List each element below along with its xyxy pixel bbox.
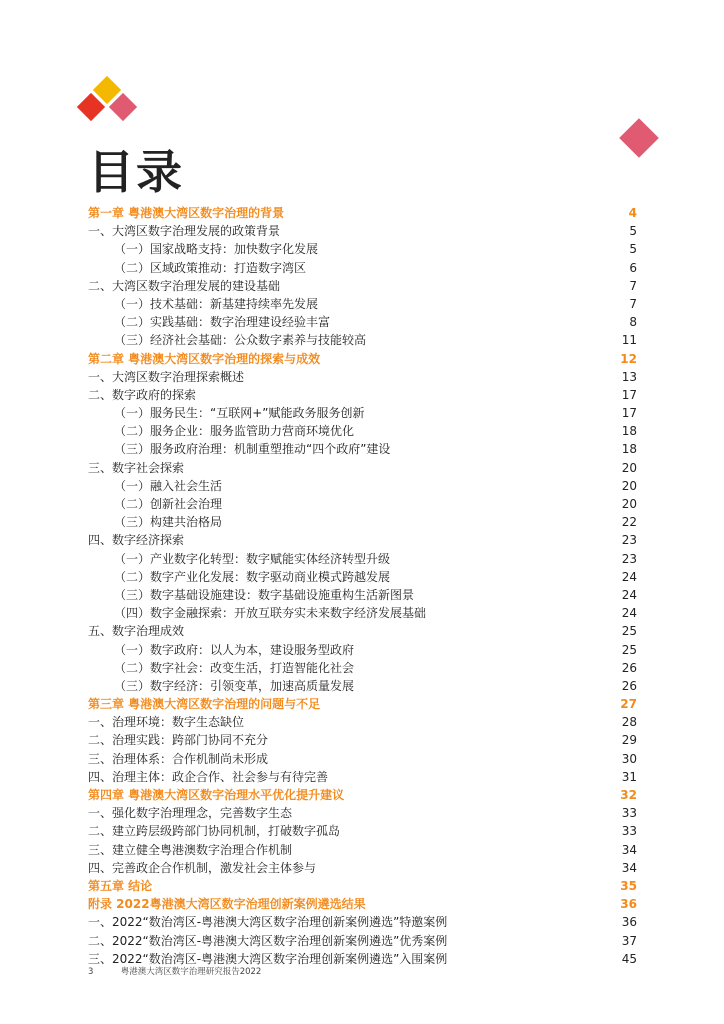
toc-entry[interactable] bbox=[88, 768, 637, 786]
toc-entry-label: 三、建立健全粤港澳数字治理合作机制 bbox=[88, 842, 293, 857]
toc-entry-label: （三）数字经济：引领变革，加速高质量发展 bbox=[114, 678, 355, 693]
toc-entry-page-number: 33 bbox=[621, 806, 637, 821]
toc-entry-label: （三）构建共治格局 bbox=[114, 515, 223, 530]
toc-entry-label: 五、数字治理成效 bbox=[88, 624, 185, 639]
toc-entry-page-number: 28 bbox=[621, 715, 637, 730]
toc-entry-label: 二、数字政府的探索 bbox=[88, 387, 197, 402]
toc-entry-page-number: 12 bbox=[620, 351, 637, 366]
toc-entry-label: （一）数字政府：以人为本，建设服务型政府 bbox=[114, 642, 355, 657]
toc-entry-page-number: 27 bbox=[620, 697, 637, 712]
toc-entry-page-number: 36 bbox=[621, 915, 637, 930]
toc-entry-page-number: 22 bbox=[621, 515, 637, 530]
toc-entry-page-number: 34 bbox=[621, 860, 637, 875]
toc-entry-page-number: 24 bbox=[621, 569, 637, 584]
toc-entry-page-number: 25 bbox=[621, 624, 637, 639]
toc-entry[interactable] bbox=[88, 495, 637, 513]
toc-entry[interactable] bbox=[88, 531, 637, 549]
toc-entry-label: 二、治理实践：跨部门协同不充分 bbox=[88, 733, 269, 748]
toc-entry-label: （二）数字社会：改变生活，打造智能化社会 bbox=[114, 660, 355, 675]
toc-entry[interactable] bbox=[88, 513, 637, 531]
toc-entry-page-number: 24 bbox=[621, 606, 637, 621]
toc-entry-label: 第三章 粤港澳大湾区数字治理的问题与不足 bbox=[88, 697, 321, 712]
toc-entry-label: 三、治理体系：合作机制尚未形成 bbox=[88, 751, 269, 766]
footer-page-number: 3 bbox=[88, 967, 94, 977]
toc-entry-page-number: 31 bbox=[621, 769, 637, 784]
toc-entry[interactable] bbox=[88, 622, 637, 640]
toc-entry-page-number: 29 bbox=[621, 733, 637, 748]
toc-entry-label: 一、2022“数治湾区-粤港澳大湾区数字治理创新案例遴选”特邀案例 bbox=[88, 915, 448, 930]
toc-entry-page-number: 5 bbox=[629, 224, 637, 239]
toc-chapter-entry[interactable] bbox=[88, 895, 637, 913]
toc-entry[interactable] bbox=[88, 713, 637, 731]
toc-entry-label: 三、2022“数治湾区-粤港澳大湾区数字治理创新案例遴选”入围案例 bbox=[88, 951, 448, 966]
toc-entry-label: （二）区域政策推动：打造数字湾区 bbox=[114, 260, 307, 275]
toc-entry-page-number: 25 bbox=[621, 642, 637, 657]
toc-entry[interactable] bbox=[88, 459, 637, 477]
toc-entry-page-number: 20 bbox=[621, 460, 637, 475]
toc-entry-label: 二、建立跨层级跨部门协同机制，打破数字孤岛 bbox=[88, 824, 341, 839]
toc-entry[interactable] bbox=[88, 841, 637, 859]
toc-entry-page-number: 11 bbox=[621, 333, 637, 348]
toc-entry[interactable] bbox=[88, 550, 637, 568]
toc-entry[interactable] bbox=[88, 477, 637, 495]
toc-entry-page-number: 7 bbox=[629, 278, 637, 293]
toc-chapter-entry[interactable] bbox=[88, 695, 637, 713]
footer-report-title: 粤港澳大湾区数字治理研究报告2022 bbox=[120, 967, 262, 977]
toc-entry-page-number: 45 bbox=[621, 951, 637, 966]
toc-entry-page-number: 17 bbox=[621, 406, 637, 421]
toc-entry[interactable] bbox=[88, 240, 637, 258]
toc-chapter-entry[interactable] bbox=[88, 350, 637, 368]
toc-entry[interactable] bbox=[88, 295, 637, 313]
toc-entry-label: 第一章 粤港澳大湾区数字治理的背景 bbox=[88, 206, 285, 220]
toc-entry-page-number: 17 bbox=[621, 387, 637, 402]
toc-entry-page-number: 34 bbox=[621, 842, 637, 857]
toc-entry-label: （三）数字基础设施建设：数字基础设施重构生活新图景 bbox=[114, 587, 415, 602]
toc-entry[interactable] bbox=[88, 259, 637, 277]
toc-entry-label: 一、大湾区数字治理探索概述 bbox=[88, 369, 245, 384]
toc-entry-page-number: 7 bbox=[629, 296, 637, 311]
toc-entry-page-number: 35 bbox=[620, 878, 637, 893]
toc-entry-page-number: 18 bbox=[621, 424, 637, 439]
toc-entry-label: 第二章 粤港澳大湾区数字治理的探索与成效 bbox=[88, 351, 321, 366]
toc-entry-page-number: 37 bbox=[621, 933, 637, 948]
toc-entry-label: 二、2022“数治湾区-粤港澳大湾区数字治理创新案例遴选”优秀案例 bbox=[88, 933, 448, 948]
toc-entry[interactable] bbox=[88, 913, 637, 931]
toc-entry-label: （一）产业数字化转型：数字赋能实体经济转型升级 bbox=[114, 551, 391, 566]
toc-entry-page-number: 32 bbox=[620, 788, 637, 802]
toc-entry-label: 二、大湾区数字治理发展的建设基础 bbox=[88, 278, 281, 293]
toc-entry-label: 一、强化数字治理理念，完善数字生态 bbox=[88, 806, 293, 821]
page-title: 目录 bbox=[88, 145, 184, 199]
toc-entry[interactable] bbox=[88, 422, 637, 440]
toc-entry-label: （一）国家战略支持：加快数字化发展 bbox=[114, 242, 319, 257]
toc-entry-label: 一、大湾区数字治理发展的政策背景 bbox=[88, 224, 281, 239]
toc-chapter-entry[interactable] bbox=[88, 204, 637, 222]
toc-entry-page-number: 36 bbox=[620, 897, 637, 912]
page-footer bbox=[88, 965, 261, 977]
toc-entry-label: 四、完善政企合作机制，激发社会主体参与 bbox=[88, 860, 317, 875]
toc-entry[interactable] bbox=[88, 822, 637, 840]
toc-entry-label: 一、治理环境：数字生态缺位 bbox=[88, 715, 245, 730]
toc-entry-page-number: 4 bbox=[628, 206, 637, 220]
toc-entry-page-number: 5 bbox=[629, 242, 637, 257]
toc-entry-label: （二）实践基础：数字治理建设经验丰富 bbox=[114, 315, 331, 330]
toc-entry[interactable] bbox=[88, 731, 637, 749]
toc-entry[interactable] bbox=[88, 386, 637, 404]
toc-entry[interactable] bbox=[88, 331, 637, 349]
toc-entry-label: （一）技术基础：新基建持续率先发展 bbox=[114, 296, 319, 311]
toc-entry[interactable] bbox=[88, 222, 637, 240]
toc-entry[interactable] bbox=[88, 750, 637, 768]
toc-entry[interactable] bbox=[88, 804, 637, 822]
decorative-diamond-pink-right bbox=[619, 118, 659, 158]
toc-entry-page-number: 33 bbox=[621, 824, 637, 839]
toc-entry[interactable] bbox=[88, 677, 637, 695]
toc-entry-page-number: 26 bbox=[621, 678, 637, 693]
toc-entry-page-number: 26 bbox=[621, 660, 637, 675]
toc-entry[interactable] bbox=[88, 440, 637, 458]
toc-entry-page-number: 8 bbox=[629, 315, 637, 330]
toc-entry-page-number: 20 bbox=[621, 478, 637, 493]
toc-entry[interactable] bbox=[88, 404, 637, 422]
toc-entry-page-number: 23 bbox=[621, 551, 637, 566]
toc-entry-page-number: 30 bbox=[621, 751, 637, 766]
toc-chapter-entry[interactable] bbox=[88, 786, 637, 804]
toc-entry-label: 第五章 结论 bbox=[88, 878, 153, 893]
toc-entry-label: 附录 2022粤港澳大湾区数字治理创新案例遴选结果 bbox=[88, 897, 366, 912]
toc-entry[interactable] bbox=[88, 368, 637, 386]
toc-entry-label: （二）创新社会治理 bbox=[114, 497, 223, 511]
toc-entry[interactable] bbox=[88, 313, 637, 331]
toc-entry[interactable] bbox=[88, 932, 637, 950]
toc-entry[interactable] bbox=[88, 604, 637, 622]
toc-entry-page-number: 23 bbox=[621, 533, 637, 548]
toc-entry-label: （一）融入社会生活 bbox=[114, 478, 223, 493]
toc-entry-label: 三、数字社会探索 bbox=[88, 460, 185, 475]
toc-entry[interactable] bbox=[88, 659, 637, 677]
toc-entry-label: 四、数字经济探索 bbox=[88, 533, 185, 548]
toc-entry[interactable] bbox=[88, 641, 637, 659]
toc-entry-label: （四）数字金融探索：开放互联夯实未来数字经济发展基础 bbox=[114, 606, 427, 621]
table-of-contents bbox=[88, 204, 637, 968]
toc-entry-page-number: 24 bbox=[621, 587, 637, 602]
toc-entry-label: （三）经济社会基础：公众数字素养与技能较高 bbox=[114, 333, 367, 348]
toc-entry-page-number: 13 bbox=[621, 369, 637, 384]
toc-entry-label: （二）数字产业化发展：数字驱动商业模式跨越发展 bbox=[114, 569, 391, 584]
toc-entry[interactable] bbox=[88, 586, 637, 604]
toc-entry-label: 四、治理主体：政企合作、社会参与有待完善 bbox=[88, 769, 329, 784]
toc-entry-label: （二）服务企业：服务监管助力营商环境优化 bbox=[114, 424, 355, 439]
toc-entry-page-number: 18 bbox=[621, 442, 637, 457]
toc-entry-label: （一）服务民生：“互联网+”赋能政务服务创新 bbox=[114, 406, 365, 421]
toc-entry-page-number: 20 bbox=[621, 497, 637, 511]
toc-entry[interactable] bbox=[88, 277, 637, 295]
toc-entry[interactable] bbox=[88, 568, 637, 586]
toc-entry-page-number: 6 bbox=[629, 260, 637, 275]
toc-chapter-entry[interactable] bbox=[88, 877, 637, 895]
toc-entry-label: 第四章 粤港澳大湾区数字治理水平优化提升建议 bbox=[88, 788, 345, 802]
toc-entry-label: （三）服务政府治理：机制重塑推动“四个政府”建设 bbox=[114, 442, 391, 457]
toc-entry[interactable] bbox=[88, 859, 637, 877]
